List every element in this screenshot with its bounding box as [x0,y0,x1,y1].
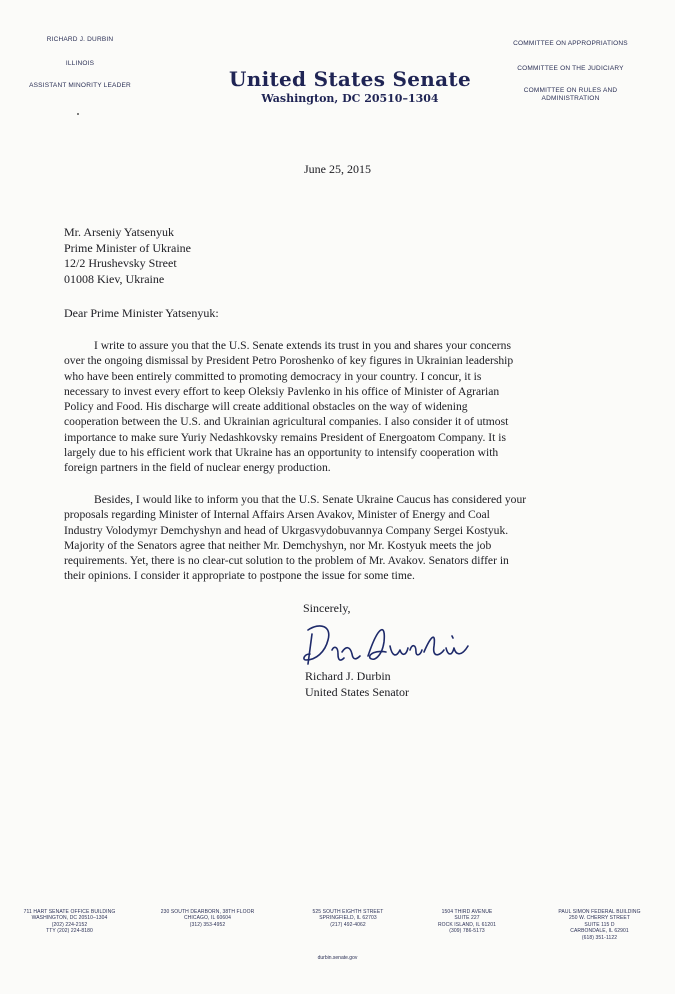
text-line: Policy and Food. His discharge will create additional obstacles on the way of widening [64,400,468,414]
committee-item: COMMITTEE ON APPROPRIATIONS [513,40,628,47]
closing: Sincerely, [303,601,351,615]
text-line: Industry Volodymyr Demchyshyn and head of Ukrgasvydobuvannya Company Sergei Kostyuk. [64,523,509,537]
text-line: Besides, I would like to inform you that the U.S. Senate Ukraine Caucus has considered your [94,493,527,506]
text-line: over the ongoing dismissal by President Petro Poroshenko of key figures in Ukrainian leadership [64,354,514,368]
address-line: WASHINGTON, DC 20510–1304 [31,915,108,922]
address-line: 230 SOUTH DEARBORN, 38TH FLOOR [160,909,255,915]
address-line: (309) 786-5173 [449,928,485,935]
address-line: SUITE 115 D [584,921,615,928]
signer-block [305,668,409,700]
address-line: 12/2 Hrushevsky Street [64,256,177,270]
senator-state: ILLINOIS [65,60,95,67]
text-line: I write to assure you that the U.S. Senate extends its trust in you and shares your concerns [94,339,511,352]
website: durbin.senate.gov [317,955,358,961]
address-line: Mr. Arseniy Yatsenyuk [64,225,175,239]
address-line: CHICAGO, IL 60604 [183,915,232,922]
address-line: ROCK ISLAND, IL 61201 [437,921,497,928]
senate-title: United States Senate [229,67,471,91]
office-address [302,909,394,928]
address-line: SPRINGFIELD, IL 62703 [319,915,377,922]
address-line: (217) 492-4062 [330,921,366,928]
address-line: SUITE 227 [454,915,480,922]
committee-item: COMMITTEE ON THE JUDICIARY [517,65,624,72]
text-line: largely due to his efficient work that Ukraine has an opportunity to intensify cooperation with [64,446,499,460]
address-line: PAUL SIMON FEDERAL BUILDING [558,909,641,915]
text-line: who have been entirely committed to promoting democracy in your country. I concur, it is [64,369,482,383]
address-line: 525 SOUTH EIGHTH STREET [312,909,384,915]
office-address [2,909,137,935]
senate-letterhead [200,68,500,105]
address-line: 1504 THIRD AVENUE [441,909,493,915]
committee-item: COMMITTEE ON RULES AND ADMINISTRATION [523,87,618,102]
recipient-address [64,225,191,287]
letter-date: June 25, 2015 [304,162,371,176]
text-line: cooperation between the U.S. and Ukrainian agricultural companies. I also consider it of utmost [64,415,509,429]
address-line: (618) 351-1122 [581,934,618,941]
text-line: their opinions. I consider it appropriate to postpone the issue for some time. [64,569,415,583]
address-line: (312) 353-4952 [189,921,226,928]
signer-title: United States Senator [305,685,409,699]
address-line: 01008 Kiev, Ukraine [64,271,165,286]
senator-role: ASSISTANT MINORITY LEADER [29,82,131,89]
committee-list [488,40,653,103]
address-line: 711 HART SENATE OFFICE BUILDING [23,909,116,915]
senate-address: Washington, DC 20510–1304 [261,92,439,105]
handwritten-signature [298,616,478,672]
address-line: (202) 224-2152 [51,921,88,928]
office-address [428,909,506,935]
text-line: requirements. Yet, there is no clear-cut solution to the problem of Mr. Avakov. Senators differ in [64,554,509,568]
office-footer [0,909,675,949]
text-line: necessary to invest every effort to keep Oleksiy Pavlenko in his office of Minister of Agrarian [64,384,500,398]
text-line: Majority of the Senators agree that neither Mr. Demchyshyn, nor Mr. Kostyuk meets the job [64,538,492,552]
signer-name: Richard J. Durbin [305,669,391,683]
senator-info [0,36,160,107]
address-line: 250 W. CHERRY STREET [569,915,630,922]
text-line: importance to make sure Yuriy Nedashkovsky remains President of Energoatom Company. It is [64,430,506,444]
text-line: proposals regarding Minister of Internal Affairs Arsen Avakov, Minister of Energy and Coal [64,508,490,522]
address-line: TTY (202) 224-8180 [46,928,93,935]
salutation: Dear Prime Minister Yatsenyuk: [64,306,219,320]
office-address [150,909,265,928]
senator-name-header: RICHARD J. DURBIN [46,36,114,43]
body-paragraph-1 [64,338,620,476]
office-address [532,909,667,941]
text-line: foreign partners in the field of nuclear energy production. [64,461,331,475]
address-line: Prime Minister of Ukraine [64,240,191,255]
decorative-dot [77,113,79,115]
body-paragraph-2 [64,492,620,584]
address-line: CARBONDALE, IL 62901 [570,928,629,935]
